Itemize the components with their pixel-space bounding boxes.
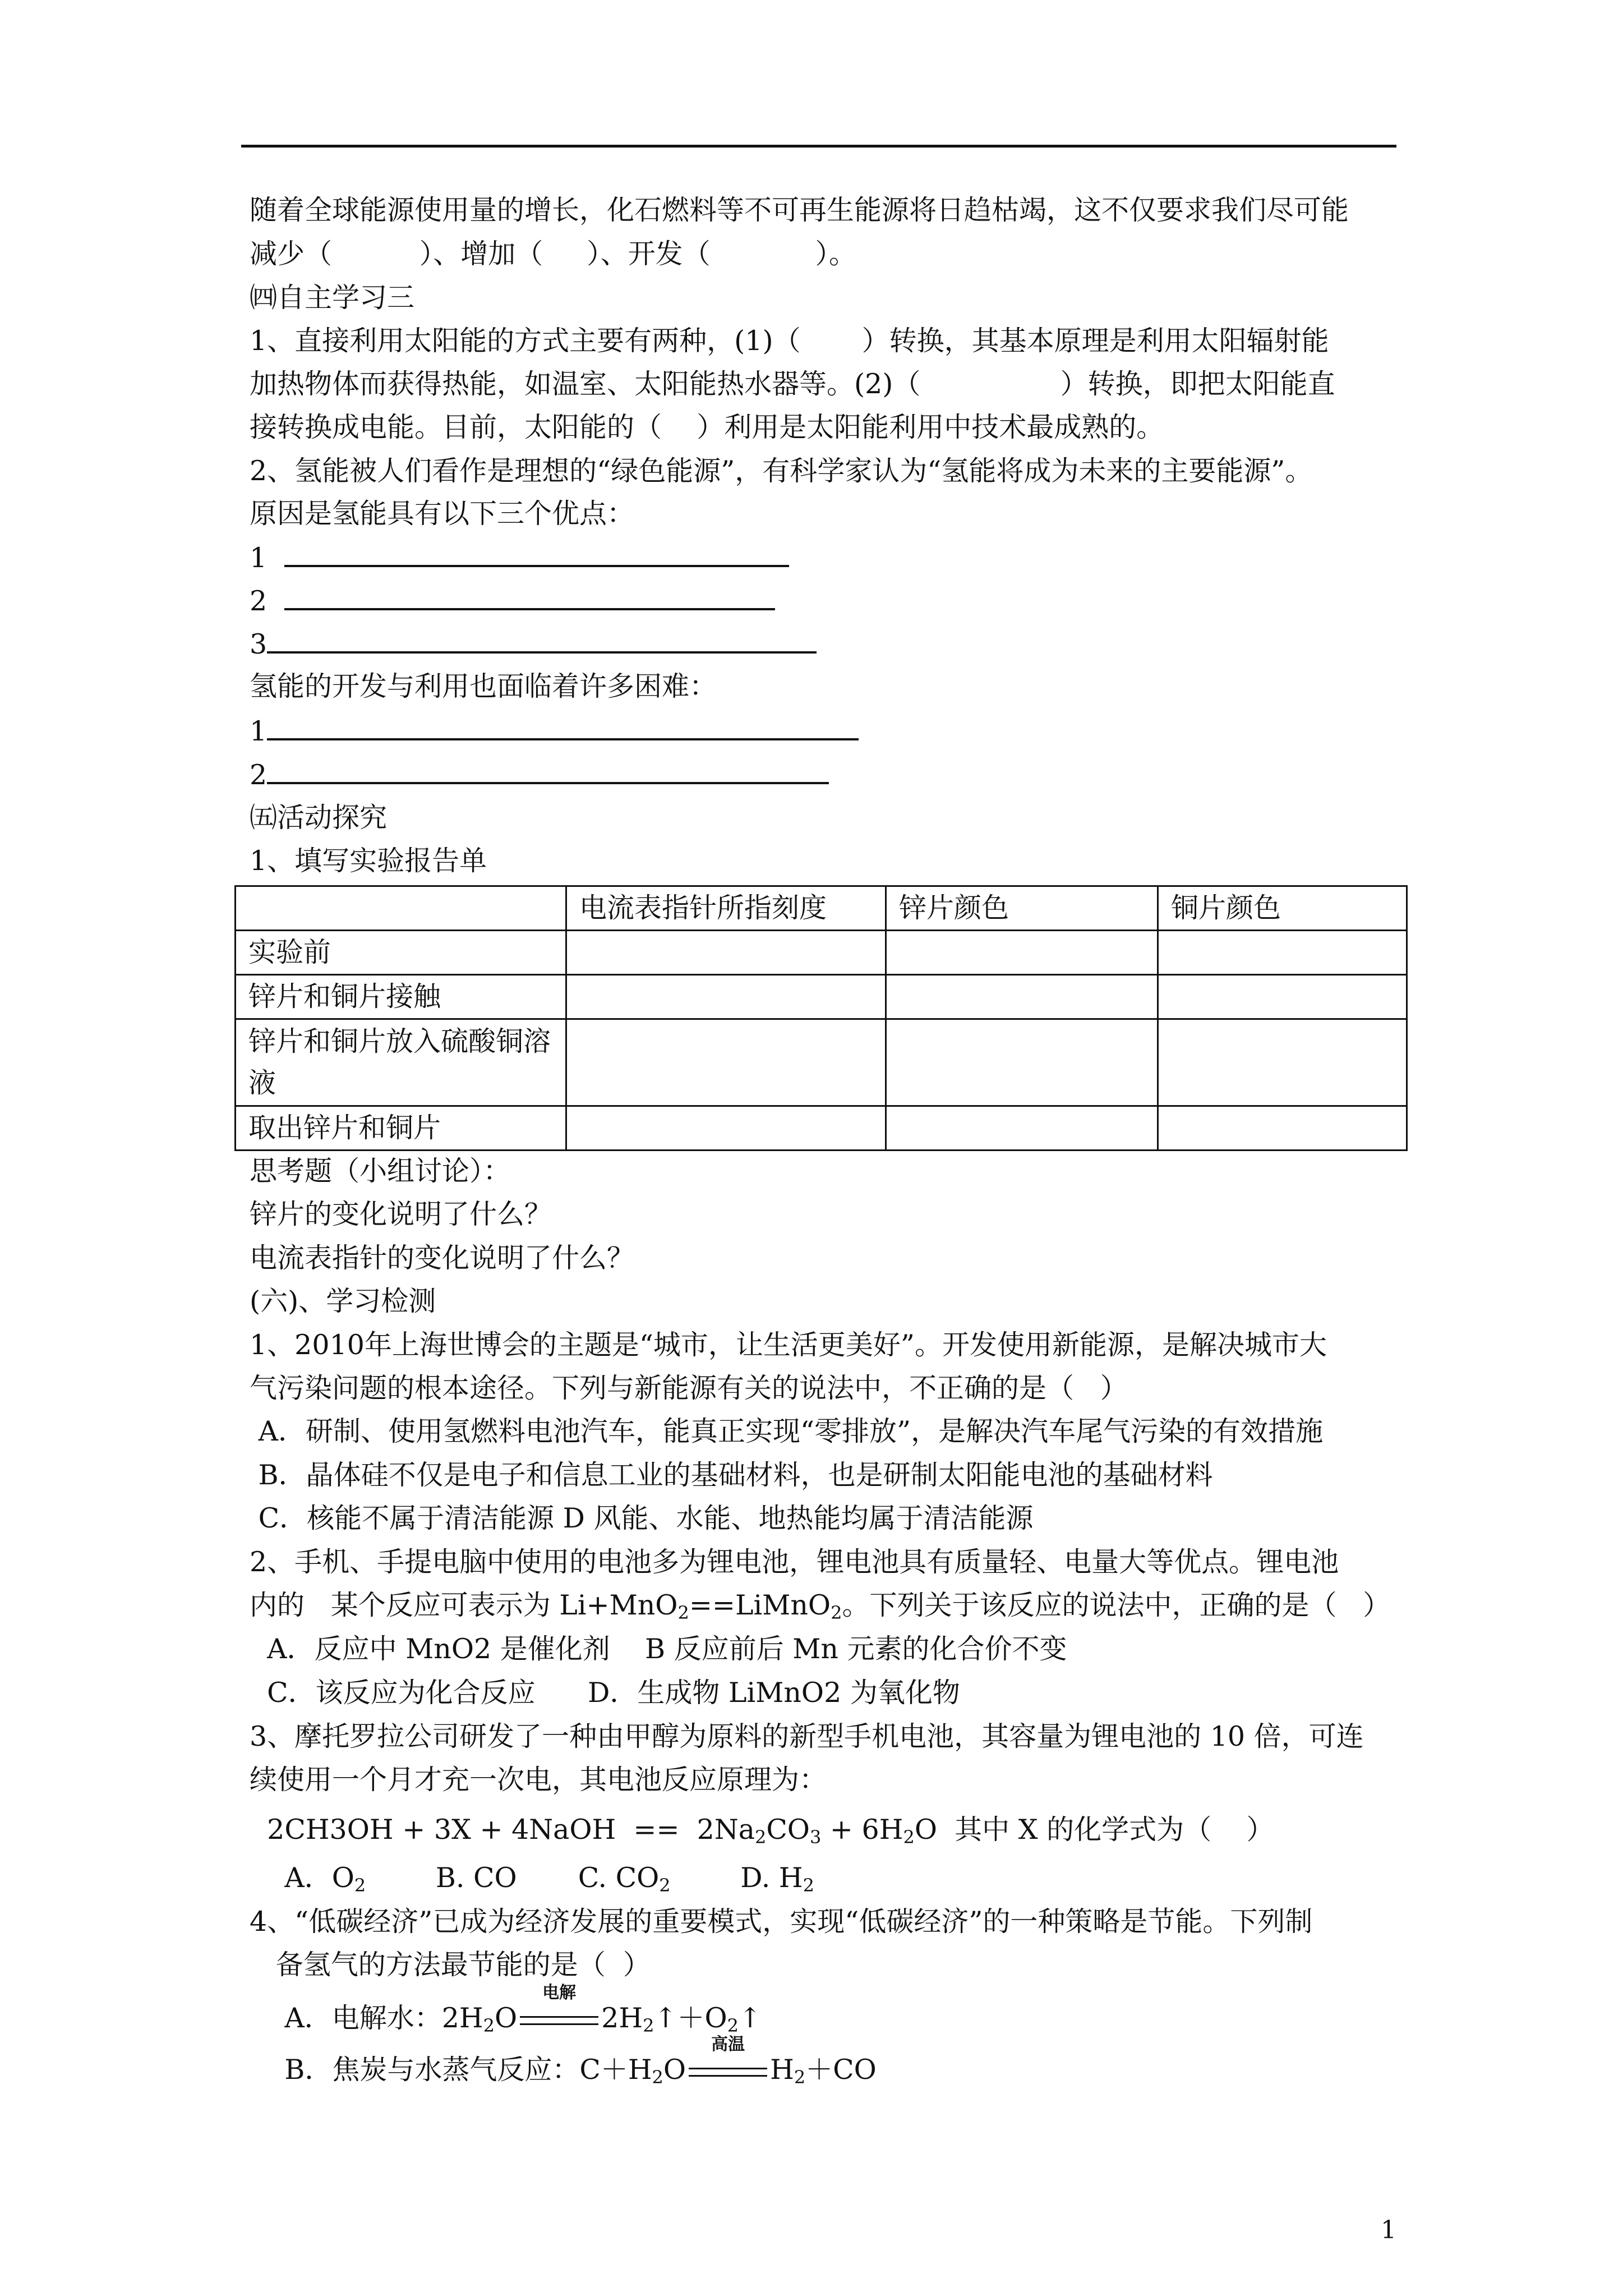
- s6-q4-option-b: B．焦炭与水蒸气反应：$C+H_2O$ 高温 $H_2+CO$: [284, 2035, 877, 2088]
- s5-task: 1、填写实验报告单: [250, 845, 487, 877]
- s6-q1-option-a: A．研制、使用氢燃料电池汽车，能真正实现“零排放”，是解决汽车尾气污染的有效措施: [250, 1415, 1324, 1447]
- s4-q1-line-2: 加热物体而获得热能，如温室、太阳能热水器等。(2)（ ）转换，即把太阳能直: [250, 368, 1335, 400]
- advantage-3: 3: [250, 627, 817, 661]
- intro-line-2: 减少（ ）、增加（ ）、开发（ ）。: [250, 238, 857, 270]
- table-cell[interactable]: [566, 1106, 886, 1151]
- section-4-heading: ㈣自主学习三: [250, 282, 415, 314]
- s6-q2-line-2: 内的 某个反应可表示为 Li+MnO$_2$==LiMnO$_2$。下列关于该反应的说法中，正确的是（ ）: [250, 1589, 1391, 1623]
- s4-q1-line-1: 1、直接利用太阳能的方式主要有两种，(1)（ ）转换，其基本原理是利用太阳辐射能: [250, 325, 1329, 357]
- table-header-cell: 锌片颜色: [886, 886, 1158, 931]
- table-cell[interactable]: [1158, 1019, 1407, 1106]
- s6-q3-equation: 2CH3OH + 3X + 4NaOH == $2Na_2CO_3 + 6H_2O$ 其中 X 的化学式为（ ）: [250, 1814, 1274, 1848]
- answer-blank[interactable]: [267, 627, 817, 654]
- table-cell[interactable]: [566, 1019, 886, 1106]
- table-cell[interactable]: [886, 1019, 1158, 1106]
- header-rule: [241, 145, 1396, 148]
- s6-q1-option-c: C．核能不属于清洁能源 D 风能、水能、地热能均属于清洁能源: [250, 1502, 1034, 1534]
- s6-q2-options-2: C．该反应为化合反应 D．生成物 LiMnO2 为氧化物: [250, 1677, 960, 1709]
- difficulty-1: 1: [250, 714, 859, 748]
- reaction-arrow: 电解: [517, 2001, 601, 2035]
- table-row: [236, 1106, 1407, 1151]
- answer-blank[interactable]: [284, 583, 775, 610]
- s4-q2-line-2: 原因是氢能具有以下三个优点：: [250, 498, 635, 530]
- table-row: [236, 975, 1407, 1019]
- s6-q1-option-b: B．晶体硅不仅是电子和信息工业的基础材料，也是研制太阳能电池的基础材料: [250, 1459, 1213, 1491]
- table-cell[interactable]: [566, 931, 886, 975]
- s4-q1-line-3: 接转换成电能。目前，太阳能的（ ）利用是太阳能利用中技术最成熟的。: [250, 411, 1164, 443]
- s6-q4-option-a: A．电解水：$2H_2O$ 电解 $2H_2↑+O_2↑$: [284, 1983, 762, 2036]
- difficulty-2: 2: [250, 757, 829, 792]
- table-cell[interactable]: [1158, 1106, 1407, 1151]
- s6-q3-line-1: 3、摩托罗拉公司研发了一种由甲醇为原料的新型手机电池，其容量为锂电池的 10 倍，可连: [250, 1720, 1364, 1752]
- s6-q4-line-1: 4、“低碳经济”已成为经济发展的重要模式，实现“低碳经济”的一种策略是节能。下列制: [250, 1906, 1313, 1938]
- think-question-1: 锌片的变化说明了什么？: [250, 1198, 552, 1230]
- s6-q1-line-2: 气污染问题的根本途径。下列与新能源有关的说法中，不正确的是（ ）: [250, 1372, 1128, 1404]
- difficulty-intro: 氢能的开发与利用也面临着许多困难：: [250, 670, 717, 702]
- think-question-2: 电流表指针的变化说明了什么？: [250, 1242, 635, 1274]
- s6-q3-options: A．$O_2$ B. CO C. $CO_2$ D. $H_2$: [284, 1862, 815, 1896]
- s4-q2-line-1: 2、氢能被人们看作是理想的“绿色能源”，有科学家认为“氢能将成为未来的主要能源”。: [250, 455, 1313, 487]
- table-cell[interactable]: [1158, 931, 1407, 975]
- section-6-heading: (六)、学习检测: [250, 1285, 436, 1317]
- row-label: 锌片和铜片放入硫酸铜溶液: [236, 1019, 566, 1106]
- row-label: 锌片和铜片接触: [236, 975, 566, 1019]
- table-row: [236, 931, 1407, 975]
- answer-blank[interactable]: [284, 540, 789, 567]
- section-5-heading: ㈤活动探究: [250, 802, 388, 834]
- table-row: [236, 1019, 1407, 1106]
- advantage-1: 1: [250, 540, 789, 575]
- row-label: 实验前: [236, 931, 566, 975]
- table-cell[interactable]: [886, 1106, 1158, 1151]
- s6-q2-options-1: A．反应中 MnO2 是催化剂 B 反应前后 Mn 元素的化合价不变: [250, 1633, 1067, 1665]
- row-label: 取出锌片和铜片: [236, 1106, 566, 1151]
- table-cell[interactable]: [566, 975, 886, 1019]
- reaction-arrow: 高温: [686, 2053, 770, 2087]
- intro-line-1: 随着全球能源使用量的增长，化石燃料等不可再生能源将日趋枯竭，这不仅要求我们尽可能: [250, 194, 1349, 226]
- advantage-2: 2: [250, 583, 775, 618]
- table-cell[interactable]: [886, 975, 1158, 1019]
- table-header-cell: 电流表指针所指刻度: [566, 886, 886, 931]
- answer-blank[interactable]: [267, 714, 859, 740]
- table-cell[interactable]: [1158, 975, 1407, 1019]
- table-header-row: [236, 886, 1407, 931]
- table-header-cell: 铜片颜色: [1158, 886, 1407, 931]
- s6-q1-line-1: 1、2010年上海世博会的主题是“城市，让生活更美好”。开发使用新能源，是解决城市大: [250, 1329, 1327, 1361]
- think-heading: 思考题（小组讨论）：: [250, 1155, 511, 1187]
- s6-q4-line-2: 备氢气的方法最节能的是（ ）: [250, 1949, 651, 1981]
- table-cell[interactable]: [886, 931, 1158, 975]
- s6-q3-line-2: 续使用一个月才充一次电，其电池反应原理为：: [250, 1764, 827, 1796]
- s6-q2-line-1: 2、手机、手提电脑中使用的电池多为锂电池，锂电池具有质量轻、电量大等优点。锂电池: [250, 1546, 1339, 1578]
- page-number: 1: [1381, 2216, 1396, 2244]
- experiment-report-table: [234, 885, 1408, 1151]
- table-header-cell: [236, 886, 566, 931]
- answer-blank[interactable]: [267, 757, 829, 784]
